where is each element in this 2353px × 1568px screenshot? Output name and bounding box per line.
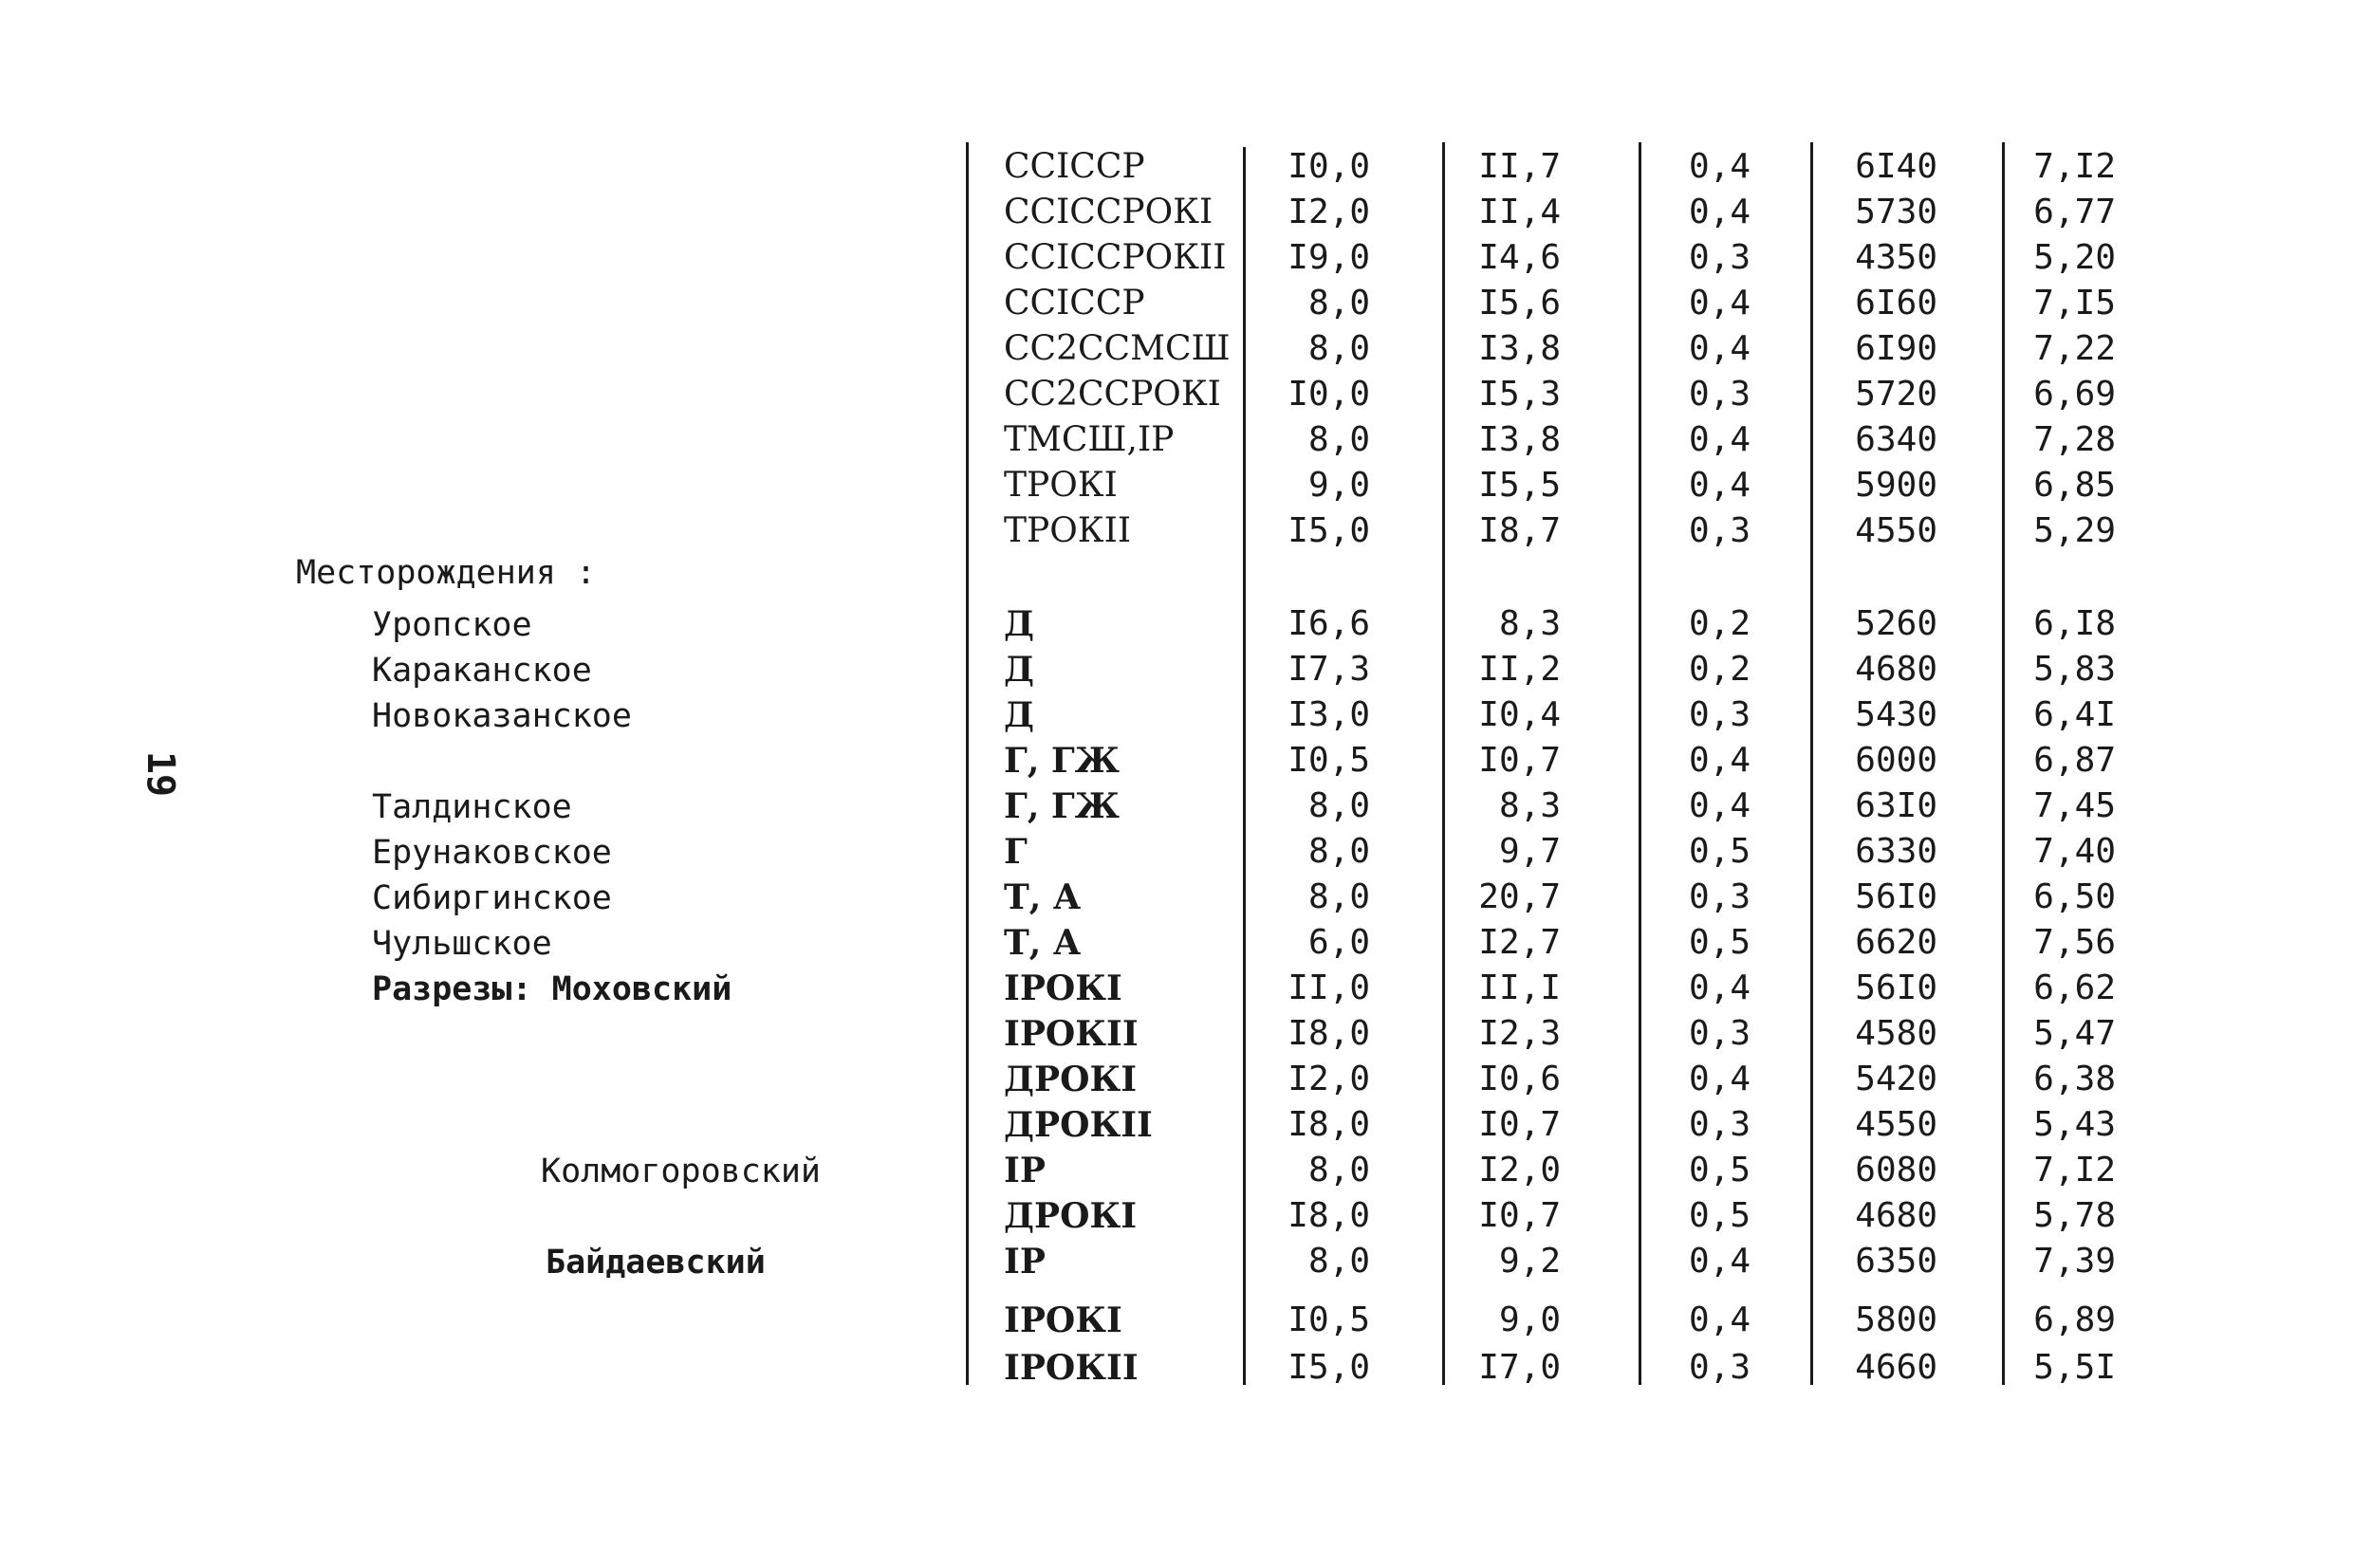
coal-grade-cell: IР [1004, 1242, 1046, 1282]
coal-grade-cell: ТМСШ,IР [1004, 420, 1175, 459]
value-cell-col1: 9,0 [1307, 466, 1370, 505]
value-cell-col4: 5430 [1855, 695, 1937, 734]
value-cell-col2: I4,6 [1478, 238, 1561, 277]
value-cell-col1: I8,0 [1288, 1014, 1370, 1053]
coal-grade-cell: IР [1004, 1151, 1046, 1190]
value-cell-col2: II,4 [1478, 193, 1561, 231]
value-cell-col1: I0,0 [1288, 147, 1370, 186]
coal-grade-cell: Г [1004, 832, 1028, 872]
row-label: Сибиргинское [372, 879, 612, 917]
coal-grade-cell: ДРОКI [1004, 1060, 1138, 1099]
value-cell-col2: II,7 [1478, 147, 1561, 186]
row-label: Чульшское [372, 925, 552, 963]
value-cell-col5: 7,56 [2033, 923, 2116, 962]
value-cell-col5: 6,89 [2033, 1301, 2116, 1339]
value-cell-col5: 5,47 [2033, 1014, 2116, 1053]
value-cell-col1: 8,0 [1307, 786, 1370, 825]
value-cell-col4: 4550 [1855, 1105, 1937, 1144]
value-cell-col4: 63I0 [1855, 786, 1937, 825]
value-cell-col1: II,0 [1288, 968, 1370, 1007]
value-cell-col2: II,I [1478, 968, 1561, 1007]
value-cell-col5: 7,22 [2033, 329, 2116, 368]
value-cell-col5: 5,29 [2033, 511, 2116, 550]
value-cell-col3: 0,4 [1688, 786, 1751, 825]
value-cell-col2: I5,5 [1478, 466, 1561, 505]
value-cell-col2: I8,7 [1478, 511, 1561, 550]
value-cell-col3: 0,3 [1688, 1105, 1751, 1144]
row-label: Байдаевский [546, 1244, 766, 1282]
column-rule-2 [1243, 147, 1246, 1385]
row-label: Новоказанское [372, 697, 632, 735]
row-label: Караканское [372, 652, 592, 690]
value-cell-col4: 4660 [1855, 1348, 1937, 1387]
value-cell-col1: 8,0 [1307, 284, 1370, 323]
value-cell-col1: I7,3 [1288, 650, 1370, 689]
value-cell-col5: 7,I2 [2033, 147, 2116, 186]
value-cell-col2: I7,0 [1478, 1348, 1561, 1387]
value-cell-col1: I9,0 [1288, 238, 1370, 277]
value-cell-col4: 6000 [1855, 741, 1937, 780]
value-cell-col5: 6,I8 [2033, 604, 2116, 643]
value-cell-col3: 0,4 [1688, 741, 1751, 780]
value-cell-col4: 6I40 [1855, 147, 1937, 186]
value-cell-col4: 6330 [1855, 832, 1937, 871]
coal-grade-cell: IРОКI [1004, 968, 1122, 1008]
value-cell-col4: 6350 [1855, 1242, 1937, 1281]
value-cell-col4: 6080 [1855, 1151, 1937, 1190]
coal-grade-cell: ДРОКII [1004, 1105, 1153, 1145]
value-cell-col3: 0,3 [1688, 1014, 1751, 1053]
value-cell-col4: 5900 [1855, 466, 1937, 505]
value-cell-col2: I0,6 [1478, 1060, 1561, 1098]
coal-grade-cell: ССIССРОКII [1004, 238, 1227, 277]
value-cell-col1: I2,0 [1288, 1060, 1370, 1098]
value-cell-col4: 4550 [1855, 511, 1937, 550]
value-cell-col2: I2,3 [1478, 1014, 1561, 1053]
column-rule-6 [2002, 142, 2005, 1385]
value-cell-col1: I0,0 [1288, 375, 1370, 414]
value-cell-col2: 20,7 [1478, 877, 1561, 916]
coal-grade-cell: ССIССР [1004, 284, 1145, 323]
coal-grade-cell: Д [1004, 604, 1035, 644]
value-cell-col1: 8,0 [1307, 1151, 1370, 1190]
value-cell-col5: 5,78 [2033, 1196, 2116, 1235]
value-cell-col5: 7,40 [2033, 832, 2116, 871]
value-cell-col5: 5,5I [2033, 1348, 2116, 1387]
value-cell-col1: I5,0 [1288, 511, 1370, 550]
coal-grade-cell: IРОКII [1004, 1348, 1139, 1388]
coal-grade-cell: Д [1004, 650, 1035, 690]
value-cell-col3: 0,2 [1688, 650, 1751, 689]
value-cell-col1: 8,0 [1307, 832, 1370, 871]
value-cell-col5: 5,20 [2033, 238, 2116, 277]
value-cell-col4: 6I90 [1855, 329, 1937, 368]
coal-grade-cell: ССIССР [1004, 147, 1145, 186]
value-cell-col3: 0,3 [1688, 238, 1751, 277]
value-cell-col3: 0,4 [1688, 147, 1751, 186]
value-cell-col1: I5,0 [1288, 1348, 1370, 1387]
value-cell-col2: I2,7 [1478, 923, 1561, 962]
column-rule-4 [1639, 142, 1641, 1385]
value-cell-col1: I0,5 [1288, 1301, 1370, 1339]
value-cell-col3: 0,3 [1688, 375, 1751, 414]
value-cell-col4: 4350 [1855, 238, 1937, 277]
value-cell-col4: 6620 [1855, 923, 1937, 962]
row-label: Уропское [372, 606, 532, 644]
value-cell-col1: 8,0 [1307, 877, 1370, 916]
coal-grade-cell: Т, А [1004, 877, 1082, 917]
value-cell-col3: 0,3 [1688, 695, 1751, 734]
value-cell-col5: 6,77 [2033, 193, 2116, 231]
coal-grade-cell: Г, ГЖ [1004, 786, 1121, 826]
value-cell-col4: 5420 [1855, 1060, 1937, 1098]
coal-grade-cell: IРОКII [1004, 1014, 1139, 1054]
value-cell-col4: 5260 [1855, 604, 1937, 643]
value-cell-col2: 8,3 [1498, 786, 1561, 825]
value-cell-col2: 8,3 [1498, 604, 1561, 643]
value-cell-col5: 6,85 [2033, 466, 2116, 505]
value-cell-col2: 9,0 [1498, 1301, 1561, 1339]
value-cell-col5: 6,69 [2033, 375, 2116, 414]
value-cell-col4: 4680 [1855, 1196, 1937, 1235]
value-cell-col4: 5730 [1855, 193, 1937, 231]
value-cell-col4: 5800 [1855, 1301, 1937, 1339]
value-cell-col1: I8,0 [1288, 1196, 1370, 1235]
column-rule-1 [966, 142, 969, 1385]
value-cell-col5: 7,I5 [2033, 284, 2116, 323]
value-cell-col2: I5,6 [1478, 284, 1561, 323]
value-cell-col2: I3,8 [1478, 329, 1561, 368]
value-cell-col3: 0,3 [1688, 511, 1751, 550]
value-cell-col3: 0,4 [1688, 1060, 1751, 1098]
value-cell-col3: 0,3 [1688, 1348, 1751, 1387]
value-cell-col3: 0,4 [1688, 466, 1751, 505]
value-cell-col2: I3,8 [1478, 420, 1561, 459]
value-cell-col1: 8,0 [1307, 1242, 1370, 1281]
value-cell-col3: 0,4 [1688, 284, 1751, 323]
coal-grade-cell: ТРОКI [1004, 466, 1118, 505]
value-cell-col3: 0,4 [1688, 968, 1751, 1007]
value-cell-col2: I0,4 [1478, 695, 1561, 734]
value-cell-col3: 0,5 [1688, 1151, 1751, 1190]
coal-grade-cell: ССIССРОКI [1004, 193, 1214, 231]
value-cell-col1: I8,0 [1288, 1105, 1370, 1144]
value-cell-col2: 9,7 [1498, 832, 1561, 871]
value-cell-col5: 6,4I [2033, 695, 2116, 734]
value-cell-col3: 0,3 [1688, 877, 1751, 916]
value-cell-col5: 5,83 [2033, 650, 2116, 689]
value-cell-col4: 56I0 [1855, 968, 1937, 1007]
value-cell-col3: 0,4 [1688, 420, 1751, 459]
value-cell-col1: 8,0 [1307, 420, 1370, 459]
coal-grade-cell: Г, ГЖ [1004, 741, 1121, 781]
value-cell-col3: 0,5 [1688, 832, 1751, 871]
row-label: Ерунаковское [372, 834, 612, 872]
value-cell-col2: I2,0 [1478, 1151, 1561, 1190]
coal-grade-cell: Д [1004, 695, 1035, 735]
coal-grade-cell: IРОКI [1004, 1301, 1122, 1340]
value-cell-col4: 6340 [1855, 420, 1937, 459]
value-cell-col5: 6,62 [2033, 968, 2116, 1007]
value-cell-col1: I6,6 [1288, 604, 1370, 643]
coal-grade-cell: ДРОКI [1004, 1196, 1138, 1236]
value-cell-col2: II,2 [1478, 650, 1561, 689]
value-cell-col2: I0,7 [1478, 1105, 1561, 1144]
value-cell-col5: 7,28 [2033, 420, 2116, 459]
value-cell-col3: 0,4 [1688, 193, 1751, 231]
value-cell-col1: I0,5 [1288, 741, 1370, 780]
value-cell-col3: 0,2 [1688, 604, 1751, 643]
coal-grade-cell: Т, А [1004, 923, 1082, 963]
value-cell-col3: 0,4 [1688, 1301, 1751, 1339]
value-cell-col5: 7,39 [2033, 1242, 2116, 1281]
value-cell-col4: 6I60 [1855, 284, 1937, 323]
coal-grade-cell: СС2ССМСШ [1004, 329, 1231, 368]
value-cell-col4: 56I0 [1855, 877, 1937, 916]
page-number: 19 [139, 750, 183, 798]
deposits-heading: Месторождения : [296, 554, 597, 592]
row-label: Колмогоровский [541, 1153, 822, 1190]
value-cell-col5: 7,I2 [2033, 1151, 2116, 1190]
row-label: Разрезы: Моховский [372, 970, 732, 1008]
column-rule-3 [1442, 142, 1445, 1385]
value-cell-col5: 6,38 [2033, 1060, 2116, 1098]
value-cell-col2: I0,7 [1478, 741, 1561, 780]
value-cell-col4: 5720 [1855, 375, 1937, 414]
value-cell-col1: 8,0 [1307, 329, 1370, 368]
column-rule-5 [1810, 142, 1813, 1385]
value-cell-col4: 4580 [1855, 1014, 1937, 1053]
row-label: Талдинское [372, 788, 572, 826]
coal-grade-cell: ТРОКII [1004, 511, 1132, 550]
value-cell-col3: 0,4 [1688, 329, 1751, 368]
value-cell-col2: I5,3 [1478, 375, 1561, 414]
value-cell-col5: 6,50 [2033, 877, 2116, 916]
value-cell-col3: 0,5 [1688, 1196, 1751, 1235]
value-cell-col5: 6,87 [2033, 741, 2116, 780]
value-cell-col3: 0,5 [1688, 923, 1751, 962]
value-cell-col1: I3,0 [1288, 695, 1370, 734]
value-cell-col2: I0,7 [1478, 1196, 1561, 1235]
value-cell-col5: 7,45 [2033, 786, 2116, 825]
value-cell-col1: 6,0 [1307, 923, 1370, 962]
value-cell-col4: 4680 [1855, 650, 1937, 689]
coal-grade-cell: СС2ССРОКI [1004, 375, 1221, 414]
value-cell-col5: 5,43 [2033, 1105, 2116, 1144]
value-cell-col1: I2,0 [1288, 193, 1370, 231]
value-cell-col2: 9,2 [1498, 1242, 1561, 1281]
value-cell-col3: 0,4 [1688, 1242, 1751, 1281]
